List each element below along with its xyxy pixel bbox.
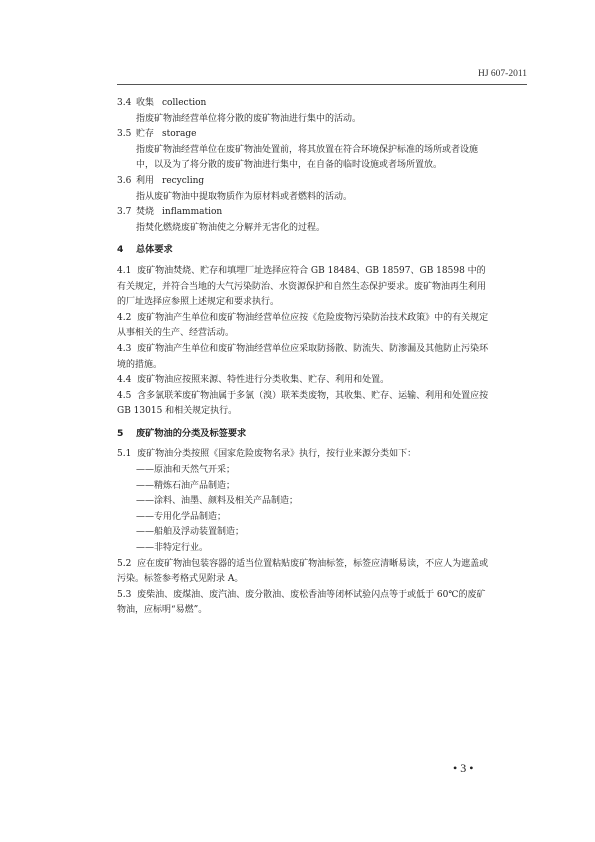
page-number: • 3 •	[453, 761, 474, 775]
clause-text: 废矿物油产生单位和废矿物油经营单位应采取防扬散、防流失、防渗漏及其他防止污染环境的措施。	[117, 343, 489, 370]
term-number: 3.4	[117, 98, 132, 108]
clause-number: 4.5	[117, 390, 132, 401]
term-english: storage	[162, 129, 197, 140]
clause-text: 废矿物油产生单位和废矿物油经营单位应按《危险废物污染防治技术政策》中的有关规定从事相关的生产、经营活动。	[117, 312, 489, 339]
term-definition: 指废矿物油经营单位将分散的废矿物油进行集中的活动。	[136, 113, 362, 124]
term-chinese: 利用	[136, 175, 155, 186]
clause-number: 5.2	[117, 558, 132, 569]
clause-5-2	[117, 557, 490, 588]
clause-4-3	[117, 342, 490, 373]
clause-text: 废矿物油焚烧、贮存和填埋厂址选择应符合 GB 18484、GB 18597、GB 18598 中的有关规定，并符合当地的大气污染防治、水资源保护和自然生态保护要求。废矿物油再生利用的厂址选择应参照上述规定和要求执行。	[117, 265, 487, 308]
term-english: inflammation	[162, 207, 223, 218]
term-number: 3.6	[117, 175, 132, 186]
clause-number: 5.3	[117, 589, 132, 600]
term-definition: 指从废矿物油中提取物质作为原材料或者燃料的活动。	[136, 191, 353, 202]
clause-text: 废矿物油分类按照《国家危险废物名录》执行，按行业来源分类如下：	[137, 449, 417, 460]
page-body	[117, 96, 490, 619]
clause-number: 5.1	[117, 449, 132, 460]
term-3-4	[117, 96, 490, 127]
list-item: ——船舶及浮动装置制造；	[136, 527, 245, 538]
term-number: 3.5	[117, 129, 132, 140]
term-3-5	[117, 127, 490, 174]
clause-number: 4.4	[117, 375, 132, 386]
clause-number: 4.2	[117, 312, 132, 323]
section-title: 废矿物油的分类及标签要求	[136, 427, 247, 439]
term-chinese: 收集	[136, 98, 155, 108]
term-definition: 指废矿物油经营单位在废矿物油处置前，将其放置在符合环境保护标准的场所或者设施中，以及为了将分散的废矿物油进行集中，在自备的临时设施或者场所置放。	[136, 144, 479, 171]
clause-text: 废矿物油应按照来源、特性进行分类收集、贮存、利用和处置。	[137, 375, 390, 386]
clause-number: 4.3	[117, 343, 132, 354]
clause-4-1	[117, 264, 490, 311]
section-number: 4	[117, 244, 124, 256]
term-english: collection	[162, 98, 207, 108]
clause-text: 废柴油、废煤油、废汽油、废分散油、废松香油等闭杯试验闪点等于或低于 60℃的废矿物油，应标明“易燃”。	[117, 589, 486, 616]
list-item: ——精炼石油产品制造；	[136, 480, 236, 491]
document-code: HJ 607-2011	[478, 69, 527, 79]
clause-5-3	[117, 588, 490, 619]
list-item: ——原油和天然气开采；	[136, 465, 236, 476]
term-chinese: 贮存	[136, 129, 155, 140]
section-5-heading	[117, 426, 490, 442]
clause-4-5	[117, 389, 490, 420]
clause-text: 含多氯联苯废矿物油属于多氯（溴）联苯类废物，其收集、贮存、运输、利用和处置应按 GB 13015 和相关规定执行。	[117, 390, 489, 417]
term-3-6	[117, 174, 490, 205]
clause-4-2	[117, 311, 490, 342]
clause-number: 4.1	[117, 265, 132, 276]
section-4-heading	[117, 242, 490, 258]
term-definition: 指焚化燃烧废矿物油使之分解并无害化的过程。	[136, 222, 326, 233]
header-rule	[117, 84, 527, 85]
clause-text: 应在废矿物油包装容器的适当位置粘贴废矿物油标签，标签应清晰易读，不应人为遮盖或污染。标签参考格式见附录 A。	[117, 558, 489, 585]
term-english: recycling	[162, 175, 205, 186]
list-item: ——非特定行业。	[136, 543, 209, 554]
list-item: ——涂料、油墨、颜料及相关产品制造；	[136, 496, 299, 507]
clause-5-1	[117, 447, 490, 463]
clause-4-4	[117, 373, 490, 389]
term-chinese: 焚烧	[136, 207, 155, 218]
list-item: ——专用化学品制造；	[136, 511, 227, 522]
section-number: 5	[117, 427, 124, 439]
term-number: 3.7	[117, 207, 132, 218]
term-3-7	[117, 205, 490, 236]
section-title: 总体要求	[136, 244, 173, 256]
